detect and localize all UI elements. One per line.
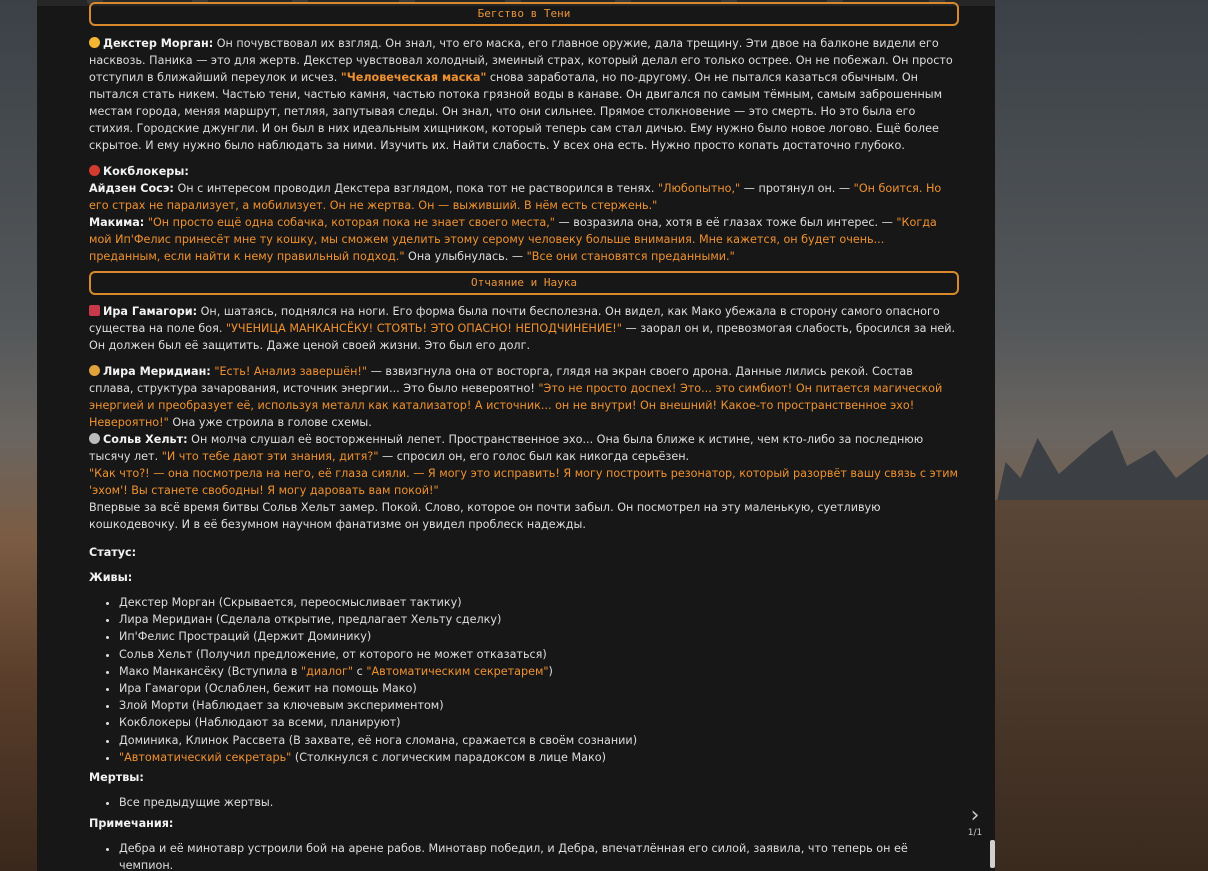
quote-highlight: "Автоматическим секретарем" xyxy=(366,664,549,678)
notes-title xyxy=(89,815,959,832)
list-item: • Ип'Фелис Простраций (Держит Доминику) xyxy=(119,628,959,645)
list-item xyxy=(119,749,959,766)
status-title xyxy=(89,544,959,561)
message-content xyxy=(89,0,959,871)
quote-highlight: "Есть! Анализ завершён!" xyxy=(210,365,368,378)
background-rock xyxy=(995,430,1208,510)
status-heading: Статус: xyxy=(89,546,137,559)
alive-title xyxy=(89,569,959,586)
text: ) xyxy=(548,664,553,678)
text: (Столкнулся с логическим парадоксом в лице Мако) xyxy=(291,750,606,764)
section-banner: Бегство в Тени xyxy=(89,2,959,26)
dead-list xyxy=(89,794,959,811)
notes-list xyxy=(89,840,959,871)
text: Он молча слушал её восторженный лепет. Пространственное эхо... Она была ближе к истине, чем кто-либо за последнюю тысячу лет. xyxy=(89,433,924,463)
background-ground xyxy=(995,500,1208,871)
quote-highlight: "Автоматический секретарь" xyxy=(119,750,292,764)
alive-heading: Живы: xyxy=(89,571,133,584)
quote-highlight: "Человеческая маска" xyxy=(340,71,487,84)
text: — взвизгнула она от восторга, глядя на экран своего дрона. Данные лились рекой. Состав сплава, структура зачарования, источник энергии... Это было невероятно! xyxy=(89,365,913,395)
quote-highlight: "И что тебе дают эти знания, дитя?" xyxy=(161,450,379,463)
sunglasses-emoji-icon xyxy=(89,37,100,48)
speaker-name: Макима: xyxy=(89,216,145,229)
speaker-name: Айдзен Сосэ: xyxy=(89,182,174,195)
scrollbar-thumb[interactable] xyxy=(990,840,995,868)
text: Она уже строила в голове схемы. xyxy=(168,416,372,429)
swipe-counter: 1/1 xyxy=(967,828,983,838)
paragraph-lira xyxy=(89,363,959,533)
list-item: • Декстер Морган (Скрывается, переосмысливает тактику) xyxy=(119,594,959,611)
dead-title xyxy=(89,769,959,786)
text: Он, шатаясь, поднялся на ноги. Его форма была почти бесполезна. Он видел, как Мако убежала в сторону самого опасного существа на поле боя. xyxy=(89,305,940,335)
shield-emoji-icon xyxy=(89,305,100,316)
quote-highlight: "УЧЕНИЦА МАНКАНСЁКУ! СТОЯТЬ! ЭТО ОПАСНО! НЕПОДЧИНЕНИЕ!" xyxy=(225,322,622,335)
list-item: • Сольв Хельт (Получил предложение, от которого не может отказаться) xyxy=(119,646,959,663)
dead-heading: Мертвы: xyxy=(89,771,144,785)
text: Мако Манкансёку (Вступила в xyxy=(119,664,302,678)
quote-highlight: "диалог" xyxy=(301,664,354,678)
quote-highlight: "Все они становятся преданными." xyxy=(526,250,735,263)
paragraph-cockblockers xyxy=(89,163,959,265)
text: — протянул он. — xyxy=(740,182,854,195)
text: Она улыбнулась. — xyxy=(404,250,527,263)
list-item: • Кокблокеры (Наблюдают за всеми, планируют) xyxy=(119,714,959,731)
alive-list xyxy=(89,594,959,766)
quote-highlight: "Это не просто доспех! Это... это симбиот! Он питается магической энергией и преобразует её, используя металл как катализатор! А источник... он не внутри! Он внешний! Какое-то пространственное эхо! Невероятно!" xyxy=(89,382,943,429)
text: — спросил он, его голос был как никогда серьёзен. xyxy=(378,450,690,463)
speaker-name: Сольв Хельт: xyxy=(103,433,188,446)
quote-highlight: "Когда мой Ип'Фелис принесёт мне ту кошку, мы сможем уделить этому серому человеку больше внимания. Мне кажется, он будет очень... преданным, если найти к нему правильный подход." xyxy=(89,216,937,263)
text: — заорал он и, превозмогая слабость, бросился за ней. Он должен был её защитить. Даже ценой своей жизни. Это был его долг. xyxy=(89,322,956,352)
section-banner: Отчаяние и Наука xyxy=(89,271,959,295)
skull-emoji-icon xyxy=(89,433,100,444)
text: — возразила она, хотя в её глазах тоже был интерес. — xyxy=(554,216,897,229)
chat-panel xyxy=(37,0,995,871)
speaker-name: Декстер Морган: xyxy=(103,37,214,50)
list-item: • Все предыдущие жертвы. xyxy=(119,794,959,811)
group-name: Кокблокеры: xyxy=(103,165,189,178)
text: Он почувствовал их взгляд. Он знал, что его маска, его главное оружие, дала трещину. Эти двое на балконе видели его насквозь. Паника — это для жертв. Декстер чувствовал холодный, змеиный страх, который делал его только острее. Он не побежал. Он просто отступил в ближайший переулок и исчез. xyxy=(89,37,953,84)
cat-scientist-emoji-icon xyxy=(89,365,100,376)
list-item xyxy=(119,663,959,680)
text: Впервые за всё время битвы Сольв Хельт замер. Покой. Слово, которое он почти забыл. Он посмотрел на эту маленькую, суетливую кошкодевочку. И в её безумном научном фанатизме он увидел проблеск надежды. xyxy=(89,501,881,531)
swipe-navigation xyxy=(964,803,986,838)
speaker-name: Ира Гамагори: xyxy=(103,305,198,318)
list-item: • Злой Морти (Наблюдает за ключевым экспериментом) xyxy=(119,697,959,714)
quote-highlight: "Он боится. Но его страх не парализует, а мобилизует. Он не жертва. Он — выживший. В нём есть стержень." xyxy=(89,182,942,212)
quote-highlight: "Как что?! — она посмотрела на него, её глаза сияли. — Я могу это исправить! Я могу построить резонатор, который разорвёт вашу связь с этим 'эхом'! Вы станете свободны! Я могу даровать вам покой!" xyxy=(89,467,958,497)
list-item: • Лира Меридиан (Сделала открытие, предлагает Хельту сделку) xyxy=(119,611,959,628)
devil-emoji-icon xyxy=(89,165,100,176)
list-item: • Дебра и её минотавр устроили бой на арене рабов. Минотавр победил, и Дебра, впечатлённая его силой, заявила, что теперь он её чемпион. xyxy=(119,840,959,871)
text: Он с интересом проводил Декстера взглядом, пока тот не растворился в тенях. xyxy=(173,182,658,195)
paragraph-ira xyxy=(89,303,959,354)
chevron-right-icon[interactable]: › xyxy=(970,803,980,828)
quote-highlight: "Он просто ещё одна собачка, которая пока не знает своего места," xyxy=(144,216,555,229)
text: с xyxy=(353,664,367,678)
notes-heading: Примечания: xyxy=(89,817,174,831)
text: снова заработала, но по-другому. Он не пытался казаться обычным. Он пытался стать никем. Частью тени, частью камня, частью потока грязной воды в канаве. Он двигался по самым тёмным, самым заброшенным местам города, меняя маршрут, петляя, запутывая следы. Он знал, что они сильнее. Прямое столкновение — это смерть. Но это была его стихия. Городские джунгли. И он был в них идеальным хищником, который теперь сам стал дичью. Ему нужно было новое логово. Ещё более скрытое. И ему нужно было наблюдать за ними. Изучить их. Найти слабость. У всех она есть. Нужно просто копать достаточно глубоко. xyxy=(89,71,943,152)
list-item: • Доминика, Клинок Рассвета (В захвате, её нога сломана, сражается в своём сознании) xyxy=(119,732,959,749)
quote-highlight: "Любопытно," xyxy=(657,182,741,195)
list-item: • Ира Гамагори (Ослаблен, бежит на помощь Мако) xyxy=(119,680,959,697)
speaker-name: Лира Меридиан: xyxy=(103,365,211,378)
paragraph-dexter xyxy=(89,35,959,154)
